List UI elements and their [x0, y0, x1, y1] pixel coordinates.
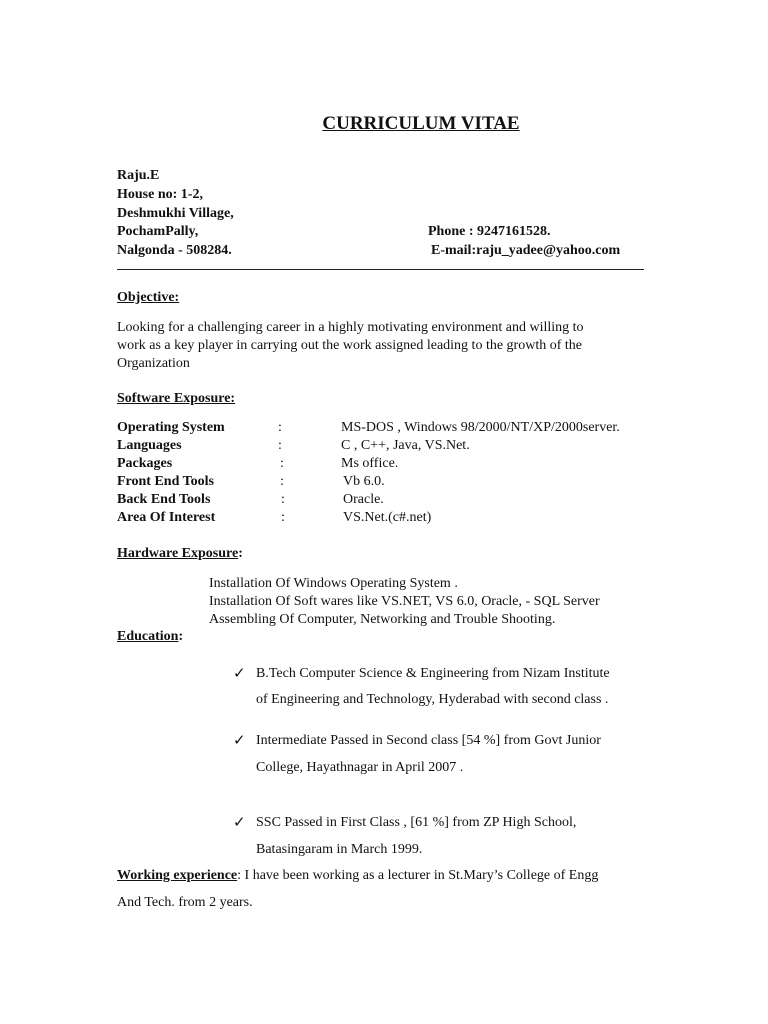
objective-heading: Objective:	[117, 290, 180, 305]
hardware-line-1: Installation Of Windows Operating System .	[209, 576, 458, 591]
work-heading: Working experience	[117, 868, 238, 883]
contact-district: Nalgonda - 508284.	[117, 243, 232, 258]
contact-phone: Phone : 9247161528.	[428, 224, 551, 239]
contact-name: Raju.E	[117, 168, 160, 183]
contact-email: E-mail:raju_yadee@yahoo.com	[431, 243, 621, 258]
software-colon: :	[280, 456, 284, 471]
hardware-heading-colon: :	[238, 546, 243, 561]
software-colon: :	[281, 492, 285, 507]
education-item-line-1: SSC Passed in First Class , [61 %] from ZP High School,	[256, 815, 577, 830]
software-label: Languages	[117, 438, 182, 453]
check-icon: ✓	[233, 733, 246, 749]
hardware-line-3: Assembling Of Computer, Networking and Trouble Shooting.	[209, 612, 556, 627]
objective-line-3: Organization	[117, 356, 190, 371]
software-colon: :	[280, 474, 284, 489]
education-item-line-2: of Engineering and Technology, Hyderabad with second class .	[256, 692, 609, 707]
education-item-line-2: Batasingaram in March 1999.	[256, 842, 423, 857]
software-value: Vb 6.0.	[343, 474, 385, 489]
software-colon: :	[278, 420, 282, 435]
work-text-1: : I have been working as a lecturer in St.Mary’s College of Engg	[237, 868, 599, 883]
contact-village: Deshmukhi Village,	[117, 206, 234, 221]
education-heading-colon: :	[178, 629, 184, 644]
contact-town: PochamPally,	[117, 224, 199, 239]
software-label: Area Of Interest	[117, 510, 216, 525]
software-label: Back End Tools	[117, 492, 211, 507]
objective-line-1: Looking for a challenging career in a highly motivating environment and willing to	[117, 320, 584, 335]
contact-house: House no: 1-2,	[117, 187, 203, 202]
objective-line-2: work as a key player in carrying out the work assigned leading to the growth of the	[117, 338, 582, 353]
hardware-heading-text: Hardware Exposure	[117, 546, 239, 561]
software-value: MS-DOS , Windows 98/2000/NT/XP/2000server.	[341, 420, 620, 435]
software-label: Front End Tools	[117, 474, 215, 489]
education-item-line-1: B.Tech Computer Science & Engineering from Nizam Institute	[256, 666, 610, 681]
software-label: Operating System	[117, 420, 225, 435]
check-icon: ✓	[233, 815, 246, 831]
education-heading	[117, 629, 183, 645]
work-line-1	[117, 861, 598, 891]
software-value: Oracle.	[343, 492, 384, 507]
check-icon: ✓	[233, 666, 246, 682]
software-value: VS.Net.(c#.net)	[343, 510, 432, 525]
education-item-line-1: Intermediate Passed in Second class [54 %] from Govt Junior	[256, 733, 601, 748]
header-divider	[117, 269, 644, 270]
software-value: C , C++, Java, VS.Net.	[341, 438, 470, 453]
software-heading: Software Exposure:	[117, 391, 236, 406]
education-item-line-2: College, Hayathnagar in April 2007 .	[256, 760, 464, 775]
software-colon: :	[281, 510, 285, 525]
software-label: Packages	[117, 456, 173, 471]
document-title: CURRICULUM VITAE	[322, 113, 520, 134]
hardware-heading	[117, 546, 243, 562]
software-colon: :	[278, 438, 282, 453]
software-value: Ms office.	[341, 456, 399, 471]
education-heading-text: Education	[117, 629, 179, 644]
hardware-line-2: Installation Of Soft wares like VS.NET, VS 6.0, Oracle, - SQL Server	[209, 594, 600, 609]
work-text-2: And Tech. from 2 years.	[117, 895, 253, 910]
